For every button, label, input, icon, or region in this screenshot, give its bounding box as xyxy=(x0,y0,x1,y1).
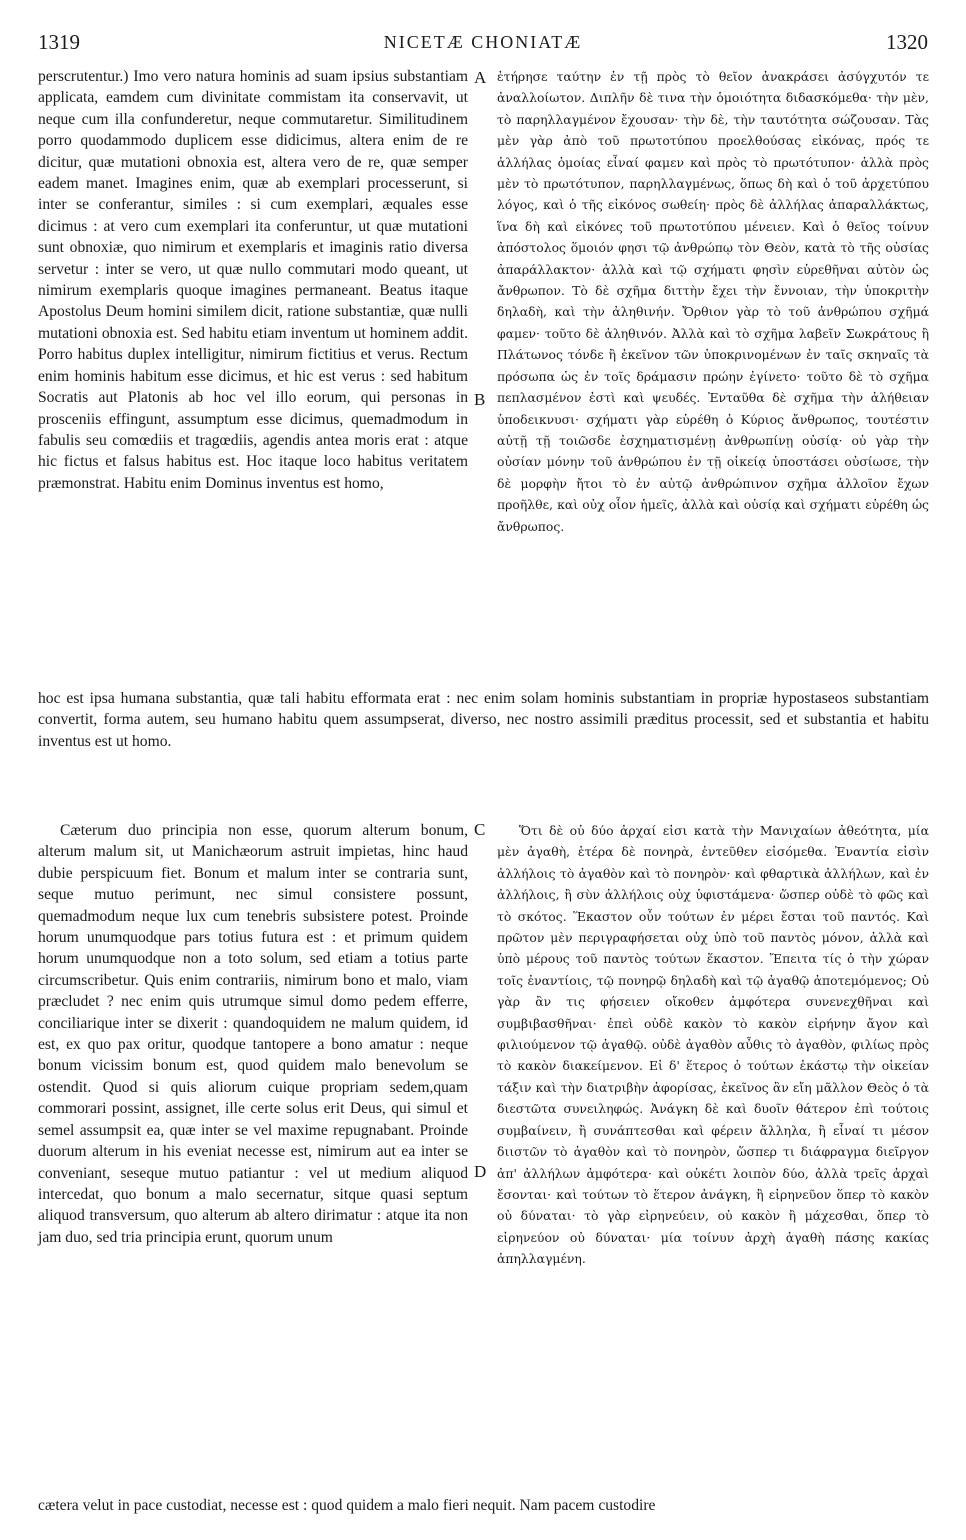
margin-marker-b: B xyxy=(474,390,486,409)
latin-column-1 xyxy=(38,66,468,494)
full-width-text-2: cætera velut in pace custodiat, necesse est : quod quidem a malo fieri nequit. Nam pacem custodire xyxy=(38,1497,656,1514)
margin-marker-c: C xyxy=(474,820,486,839)
margin-marker-d: D xyxy=(474,1162,487,1181)
greek-text-1: ἐτήρησε ταύτην ἐν τῇ πρὸς τὸ θεῖον ἀνακράσει ἀσύγχυτόν τε ἀναλλοίωτον. Διπλῆν δὲ τινα τὴν ὁμοιότητα διδασκόμεθα· τὴν μὲν, τὸ παρηλλαγμένον ἔχουσαν· τὴν δὲ, τὴν ταυτότητα σώζουσαν. Τὰς μὲν γὰρ ἀπὸ τοῦ πρωτοτύπου προελθούσας εἰκόνας, πρός τε ἀλλήλας ὁμοίας εἶναί φαμεν καὶ πρὸς τὸ πρωτότυπον· ἀλλὰ πρὸς μὲν τὸ πρωτότυπον, παρηλλαγμένως, ὅπως δὴ καὶ ὁ τοῦ ἀρχετύπου λόγος, καὶ ὁ τῆς εἰκόνος σωθείη· πρὸς δὲ ἀλλήλας ἀπαραλλάκτως, ἵνα δὴ καὶ εἰκόνες τοῦ πρωτοτύπου μένειεν. Καὶ ὁ θεῖος τοίνυν ἀπόστολος ὅμοιόν φησι τῷ ἀνθρώπῳ τὸν Θεὸν, κατὰ τὸ τῆς οὐσίας ἀπαράλλακτον· ἀλλὰ καὶ τῷ σχήματι φησὶν εὑρεθῆναι αὐτὸν ὡς ἄνθρωπον. Τὸ δὲ σχῆμα διττὴν ἔχει τὴν ἔννοιαν, τὴν ὑποκριτὴν δηλαδὴ, καὶ τὴν ἀληθινήν. Ὄρθιον γὰρ τὸ τοῦ ἀνθρώπου σχῆμά φαμεν· τοῦτο δὲ ἀληθινόν. Ἀλλὰ καὶ τὸ σχῆμα λαβεῖν Σωκράτους ἢ Πλάτωνος τόνδε ἢ ἐκεῖνον τῶν ὑποκρινομένων ἐν ταῖς σκηναῖς τὰ πρόσωπα ὡς ἐν τοῖς δράμασιν πρώην ἐγίνετο· τοῦτο δὲ τὸ σχῆμα πεπλασμένον ἐστὶ καὶ ψευδές. Ἐνταῦθα δὲ σχῆμα τὴν ἀλήθειαν ὑποδεικνυσι· σχήματι γὰρ εὑρέθη ὁ Κύριος ἄνθρωπος, τουτέστιν αὐτῇ τῇ τοιῶσδε ἐσχηματισμένῃ ἀνθρωπίνῃ οὐσίᾳ· οὐ γὰρ τὴν οὐσίαν μόνην τοῦ ἀνθρώπου ἐν τῇ οἰκείᾳ ὑποστάσει οὐσίωσε, τὴν δὲ μορφὴν ἤτοι τὸ ἐν αὐτῷ ἀνθρώπινον σχῆμα ἀλλοῖον ἔχων προῆλθε, καὶ οὐχ οἷον ἡμεῖς, ἀλλὰ καὶ οὐσίᾳ καὶ σχήματι εὑρέθη ὡς ἄνθρωπος. xyxy=(497,69,929,534)
latin-column-2 xyxy=(38,820,468,1248)
margin-marker-a: A xyxy=(474,68,487,87)
full-width-text-1: hoc est ipsa humana substantia, quæ tali habitu efformata erat : nec enim solam hominis substantiam in propriæ hypostaseos substantiam convertit, forma autem, seu humano habitu quem assumpserat, diverso, nec nostro assimili præditus processit, sed et substantia et habitu inventus est ut homo. xyxy=(38,690,929,750)
left-page-number: 1319 xyxy=(38,29,80,54)
page-header xyxy=(38,26,928,58)
greek-text-2: Ὅτι δὲ οὐ δύο ἀρχαί εἰσι κατὰ τὴν Μανιχαίων ἀθεότητα, μία μὲν ἀγαθὴ, ἑτέρα δὲ πονηρὰ, ἐντεῦθεν εἰσόμεθα. Ἐναντία εἰσὶν ἀλλήλοις τὸ ἀγαθὸν καὶ τὸ πονηρὸν· καὶ φθαρτικὰ ἀλλήλων, καὶ ἐν ἀλλήλοις, ἢ σὺν ἀλλήλοις οὐχ ὑφιστάμενα· ὥσπερ οὐδὲ τὸ φῶς καὶ τὸ σκότος. Ἕκαστον οὖν τούτων ἐν μέρει ἔσται τοῦ παντός. Καὶ πρῶτον μὲν περιγραφήσεται οὐχ ὑπὸ τοῦ παντὸς μόνον, ἀλλὰ καὶ ὑπὸ μέρους τοῦ παντὸς τούτων ἕκαστον. Ἔπειτα τίς ὁ τὴν χώραν τοῖς ἐναντίοις, τῷ πονηρῷ δηλαδὴ καὶ τῷ ἀγαθῷ ἀποτεμόμενος; Οὐ γὰρ ἂν τις φήσειεν οἴκοθεν ἀμφότερα συνενεχθῆναι καὶ συμβιβασθῆναι· ἐπεὶ οὐδὲ κακὸν τὸ κακὸν εἰρήνην ἄγον καὶ φιλιούμενον τῷ ἀγαθῷ. οὐδὲ ἀγαθὸν αὖθις τὸ ἀγαθὸν, φιλίως πρὸς τὸ κακὸν διακείμενον. Εἰ δ' ἕτερος ὁ τούτων ἑκάστῳ τὴν οἰκείαν τάξιν καὶ τὴν διατριβὴν ἀφορίσας, ἐκεῖνος ἂν εἴη μᾶλλον Θεὸς ὁ τὰ διεστῶτα συνειληφώς. Ἀνάγκη δὲ καὶ δυοῖν θάτερον ἐπὶ τούτοις συμβαίνειν, ἢ συνάπτεσθαι καὶ φέρειν ἄλληλα, ἢ εἶναί τι μέσον διιστῶν τὸ ἀγαθὸν καὶ τὸ πονηρὸν, ὥσπερ τι διάφραγμα διεῖργον ἀπ' ἀλλήλων ἀμφότερα· καὶ οὐκέτι λοιπὸν δύο, ἀλλὰ τρεῖς ἀρχαὶ ἔσονται· καὶ τούτων τὸ ἕτερον ἀνάγκη, ἢ εἰρηνεῦον ὅπερ τὸ κακὸν οὐ δύναται· τὸ γὰρ εἰρηνεύειν, οὐ κακὸν ἢ μάχεσθαι, ὅπερ τὸ εἰρηνεύον οὐ δύναται· μία τοίνυν ἀρχὴ ἀγαθὴ πάσης κακίας ἀπηλλαγμένη. xyxy=(497,823,929,1267)
full-width-latin-1 xyxy=(38,688,929,752)
full-width-latin-2 xyxy=(38,1495,929,1516)
running-title: NICETÆ CHONIATÆ xyxy=(383,31,583,52)
latin-text-2: Cæterum duo principia non esse, quorum alterum bonum, alterum malum sit, ut Manichæorum astruit impietas, hinc haud dubie perspicuum fiet. Bonum et malum inter se contraria sunt, seque mutuo perimunt, nec simul consistere possunt, quemadmodum neque lux cum tenebris subsistere potest. Proinde horum unumquodque pars totius futura est : et primum quidem horum unumquodque non a toto solum, sed etiam a totius parte circumscribetur. Quis enim contrariis, nimirum bono et malo, viam præcludet ? nec enim quis utrumque simul domo pedem efferre, conciliarique inter se dixerit : quandoquidem ne malum quidem, id est, ex quo pax oritur, quodque tantopere a bono amatur : neque bonum vicissim bonum est, quod quidem malo benevolum se ostendit. Quod si quis aliorum cuique propriam sedem,quam commorari possint, assignet, ille certe solus erit Deus, qui simul et semel assumpsit ea, quæ inter se vel maxime repugnabant. Proinde duorum alterum in his eveniat necesse est, nimirum aut ea inter se conveniant, seseque mutuo patiantur : vel ut medium aliquod intercedat, quo bonum a malo secernatur, sitque quasi septum aliquod transversum, quo alterum ab altero dirimatur : atque ita non jam duo, sed tria principia erunt, quorum unum xyxy=(38,822,468,1246)
greek-column-1 xyxy=(497,66,929,537)
right-page-number: 1320 xyxy=(886,29,928,54)
latin-text-1: perscrutentur.) Imo vero natura hominis ad suam ipsius substantiam applicata, eamdem cum divinitate commistam ita conservavit, ut neque cum illa confunderetur, neque commutaretur. Similitudinem porro quodammodo duplicem esse didicimus, altera enim de re dicitur, quæ mutationi obnoxia est, altera vero de re, quæ semper eadem manet. Imagines enim, quæ ab exemplari processerunt, si inter se conferantur, similes : si cum exemplari, æquales esse dicimus : at vero cum exemplari ita conferuntur, ut quæ mutationi sunt obnoxiæ, quo nimirum et exemplaris et imaginis ratio diversa servetur : inter se vero, ut quæ nullo commutari modo queant, ut nimirum exemplaris quoque imagines permaneant. Beatus itaque Apostolus Deum homini similem dicit, ratione substantiæ, quæ nulli mutationi obnoxia est. Sed habitu etiam inventum ut hominem addit. Porro habitus duplex intelligitur, nimirum fictitius et verus. Rectum enim hominis habitum esse dicimus, et hic est verus : sed habitum Socratis aut Platonis ab hoc vel illo eorum, qui personas in prosceniis effingunt, assumptum esse dicimus, quemadmodum in fabulis seu comœdiis et tragœdiis, agendis antea moris erat : atque hic fictus et falsus habitus est. Hoc itaque loco habitus veritatem præmonstrat. Habitu enim Dominus inventus est homo, xyxy=(38,68,468,492)
greek-column-2 xyxy=(497,820,929,1270)
